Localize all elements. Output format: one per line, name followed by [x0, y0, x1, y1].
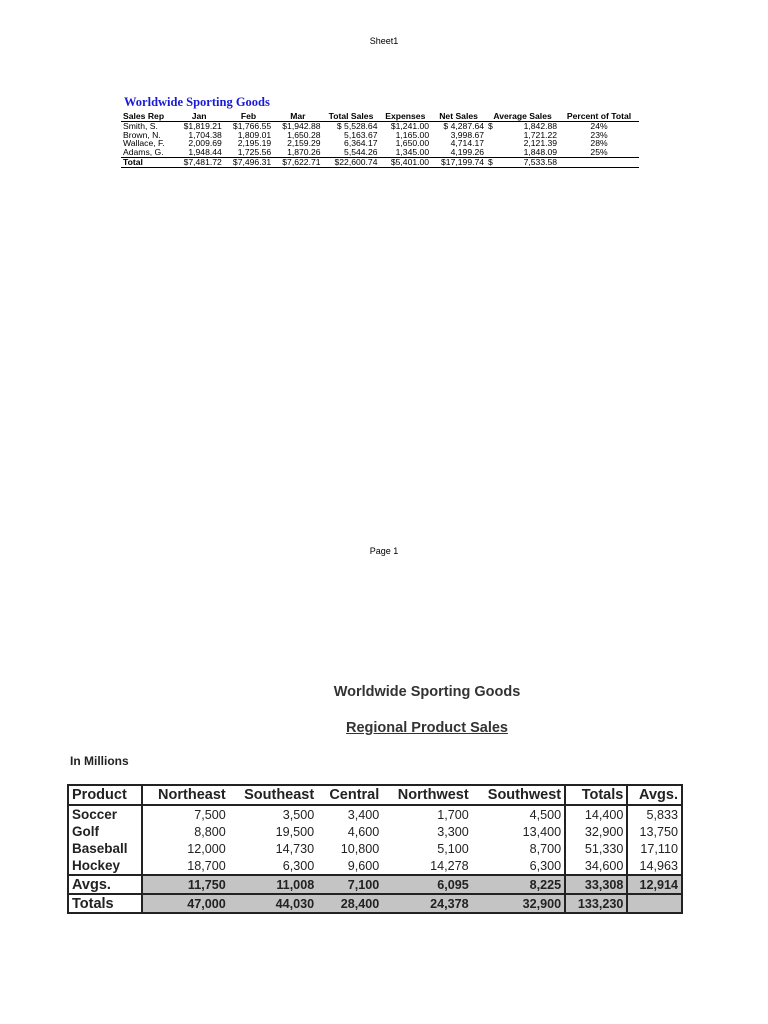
cell-avgs: 17,110 — [640, 841, 678, 856]
col-header-feb: Feb — [224, 111, 273, 121]
cell-jan: 1,704.38 — [188, 129, 222, 140]
cell-northwest: 1,700 — [437, 807, 469, 822]
cell-pct: 28% — [590, 138, 608, 149]
cell-avg-currency — [486, 131, 500, 140]
cell-southeast: 19,500 — [275, 824, 315, 839]
cell-avg-currency: $ — [486, 157, 500, 167]
col-header-average-sales: Average Sales — [486, 111, 559, 121]
cell-southwest: 32,900 — [472, 894, 565, 913]
units-label: In Millions — [70, 754, 129, 768]
col-header-southwest: Southwest — [472, 785, 565, 805]
col-header-product: Product — [68, 785, 142, 805]
cell-product: Baseball — [68, 840, 142, 857]
cell-southeast: 11,008 — [229, 875, 317, 894]
cell-avg: 7,533.58 — [500, 157, 559, 167]
cell-northwest: 24,378 — [382, 894, 471, 913]
cell-jan: 1,948.44 — [188, 147, 222, 158]
cell-net: 4,714.17 — [450, 138, 485, 149]
cell-feb: 1,725.56 — [237, 147, 272, 158]
col-header-avgs: Avgs. — [627, 785, 682, 805]
cell-product: Hockey — [68, 857, 142, 875]
cell-mar: $1,942.88 — [282, 120, 321, 131]
cell-expenses: 1,165.00 — [395, 129, 430, 140]
cell-avgs: 12,914 — [627, 875, 682, 894]
table-row — [68, 823, 682, 840]
col-header-southeast: Southeast — [229, 785, 317, 805]
averages-row — [68, 875, 682, 894]
cell-northeast: 11,750 — [142, 875, 229, 894]
col-header-jan: Jan — [174, 111, 223, 121]
cell-rep: Wallace, F. — [123, 138, 165, 149]
cell-central: 9,600 — [347, 858, 380, 873]
table-row — [68, 805, 682, 823]
cell-jan: $7,481.72 — [174, 157, 223, 167]
cell-avg-currency: $ — [488, 120, 493, 131]
cell-mar: $7,622.71 — [273, 157, 322, 167]
cell-net: $ 4,287.64 — [443, 120, 485, 131]
cell-product: Totals — [68, 894, 142, 913]
col-header-net-sales: Net Sales — [431, 111, 486, 121]
cell-avg: 2,121.39 — [523, 138, 558, 149]
cell-net: 4,199.26 — [450, 147, 485, 158]
cell-southwest: 8,225 — [472, 875, 565, 894]
cell-expenses: 1,650.00 — [395, 138, 430, 149]
cell-totals: 33,308 — [565, 875, 627, 894]
cell-northwest: 5,100 — [437, 841, 469, 856]
cell-total: 5,544.26 — [344, 147, 378, 158]
cell-feb: 2,195.19 — [237, 138, 272, 149]
cell-avgs: 14,963 — [639, 858, 678, 873]
page-footer: Page 1 — [369, 546, 399, 556]
col-header-expenses: Expenses — [380, 111, 432, 121]
cell-northwest: 14,278 — [430, 858, 469, 873]
cell-central: 28,400 — [317, 894, 382, 913]
cell-southwest: 8,700 — [472, 840, 565, 857]
table-row — [68, 857, 682, 875]
regional-sales-table — [67, 784, 683, 914]
cell-net: $17,199.74 — [431, 157, 486, 167]
col-header-total-sales: Total Sales — [323, 111, 380, 121]
table-row — [68, 840, 682, 857]
cell-total: $22,600.74 — [323, 157, 380, 167]
cell-northeast: 7,500 — [194, 807, 226, 822]
cell-rep: Total — [121, 157, 174, 167]
cell-net: 3,998.67 — [450, 129, 485, 140]
cell-avg: 1,721.22 — [523, 129, 558, 140]
cell-totals: 34,600 — [565, 857, 627, 875]
regional-subtitle: Regional Product Sales — [346, 720, 508, 736]
cell-northeast: 12,000 — [187, 841, 226, 856]
col-header-northeast: Northeast — [142, 785, 229, 805]
cell-central: 3,400 — [347, 807, 380, 822]
sales-rep-table — [121, 111, 639, 168]
cell-rep: Brown, N. — [123, 129, 161, 140]
cell-product: Golf — [68, 823, 142, 840]
cell-pct: 23% — [590, 129, 608, 140]
cell-totals: 51,330 — [565, 840, 627, 857]
cell-expenses: $5,401.00 — [380, 157, 432, 167]
cell-northeast: 47,000 — [142, 894, 229, 913]
cell-central: 4,600 — [347, 824, 380, 839]
cell-southwest: 4,500 — [472, 805, 565, 823]
cell-total: $ 5,528.64 — [336, 120, 378, 131]
cell-mar: 2,159.29 — [287, 138, 321, 149]
cell-northeast: 18,700 — [187, 858, 226, 873]
cell-southeast: 14,730 — [275, 841, 315, 856]
col-header-central: Central — [317, 785, 382, 805]
cell-avg: 1,842.88 — [523, 120, 558, 131]
cell-jan: 2,009.69 — [188, 138, 222, 149]
cell-product: Avgs. — [68, 875, 142, 894]
table-header-row — [121, 111, 639, 121]
cell-southeast: 6,300 — [282, 858, 315, 873]
cell-rep: Adams, G. — [123, 147, 164, 158]
cell-mar: 1,870.26 — [287, 147, 321, 158]
cell-central: 7,100 — [317, 875, 382, 894]
regional-title: Worldwide Sporting Goods — [333, 684, 521, 700]
cell-totals: 133,230 — [565, 894, 627, 913]
cell-total: 5,163.67 — [344, 129, 378, 140]
cell-avg: 1,848.09 — [523, 147, 558, 158]
cell-totals: 14,400 — [565, 805, 627, 823]
cell-pct: 24% — [590, 120, 608, 131]
cell-expenses: 1,345.00 — [395, 147, 430, 158]
cell-avgs: 13,750 — [639, 824, 678, 839]
cell-rep: Smith, S. — [123, 120, 158, 131]
cell-avgs — [627, 894, 682, 913]
cell-pct — [559, 157, 639, 167]
cell-feb: 1,809.01 — [237, 129, 272, 140]
col-header-sales-rep: Sales Rep — [121, 111, 174, 121]
cell-expenses: $1,241.00 — [390, 120, 430, 131]
table-header-row — [68, 785, 682, 805]
cell-southwest: 6,300 — [472, 857, 565, 875]
col-header-northwest: Northwest — [382, 785, 471, 805]
cell-southwest: 13,400 — [472, 823, 565, 840]
cell-southeast: 44,030 — [229, 894, 317, 913]
col-header-totals: Totals — [565, 785, 627, 805]
sales-table-title: Worldwide Sporting Goods — [124, 95, 270, 109]
cell-northeast: 8,800 — [194, 824, 226, 839]
cell-northwest: 6,095 — [382, 875, 471, 894]
cell-feb: $1,766.55 — [232, 120, 272, 131]
cell-totals: 32,900 — [565, 823, 627, 840]
cell-feb: $7,496.31 — [224, 157, 273, 167]
page-header: Sheet1 — [369, 36, 399, 46]
col-header-mar: Mar — [273, 111, 322, 121]
cell-total: 6,364.17 — [344, 138, 378, 149]
cell-jan: $1,819.21 — [183, 120, 222, 131]
cell-pct: 25% — [590, 147, 608, 158]
cell-central: 10,800 — [340, 841, 380, 856]
cell-avgs: 5,833 — [646, 807, 678, 822]
cell-northwest: 3,300 — [437, 824, 469, 839]
totals-row — [68, 894, 682, 913]
total-row — [121, 157, 639, 167]
cell-product: Soccer — [68, 805, 142, 823]
cell-mar: 1,650.28 — [287, 129, 321, 140]
cell-southeast: 3,500 — [282, 807, 315, 822]
cell-avg-currency — [486, 139, 500, 148]
col-header-percent-of-total: Percent of Total — [559, 111, 639, 121]
